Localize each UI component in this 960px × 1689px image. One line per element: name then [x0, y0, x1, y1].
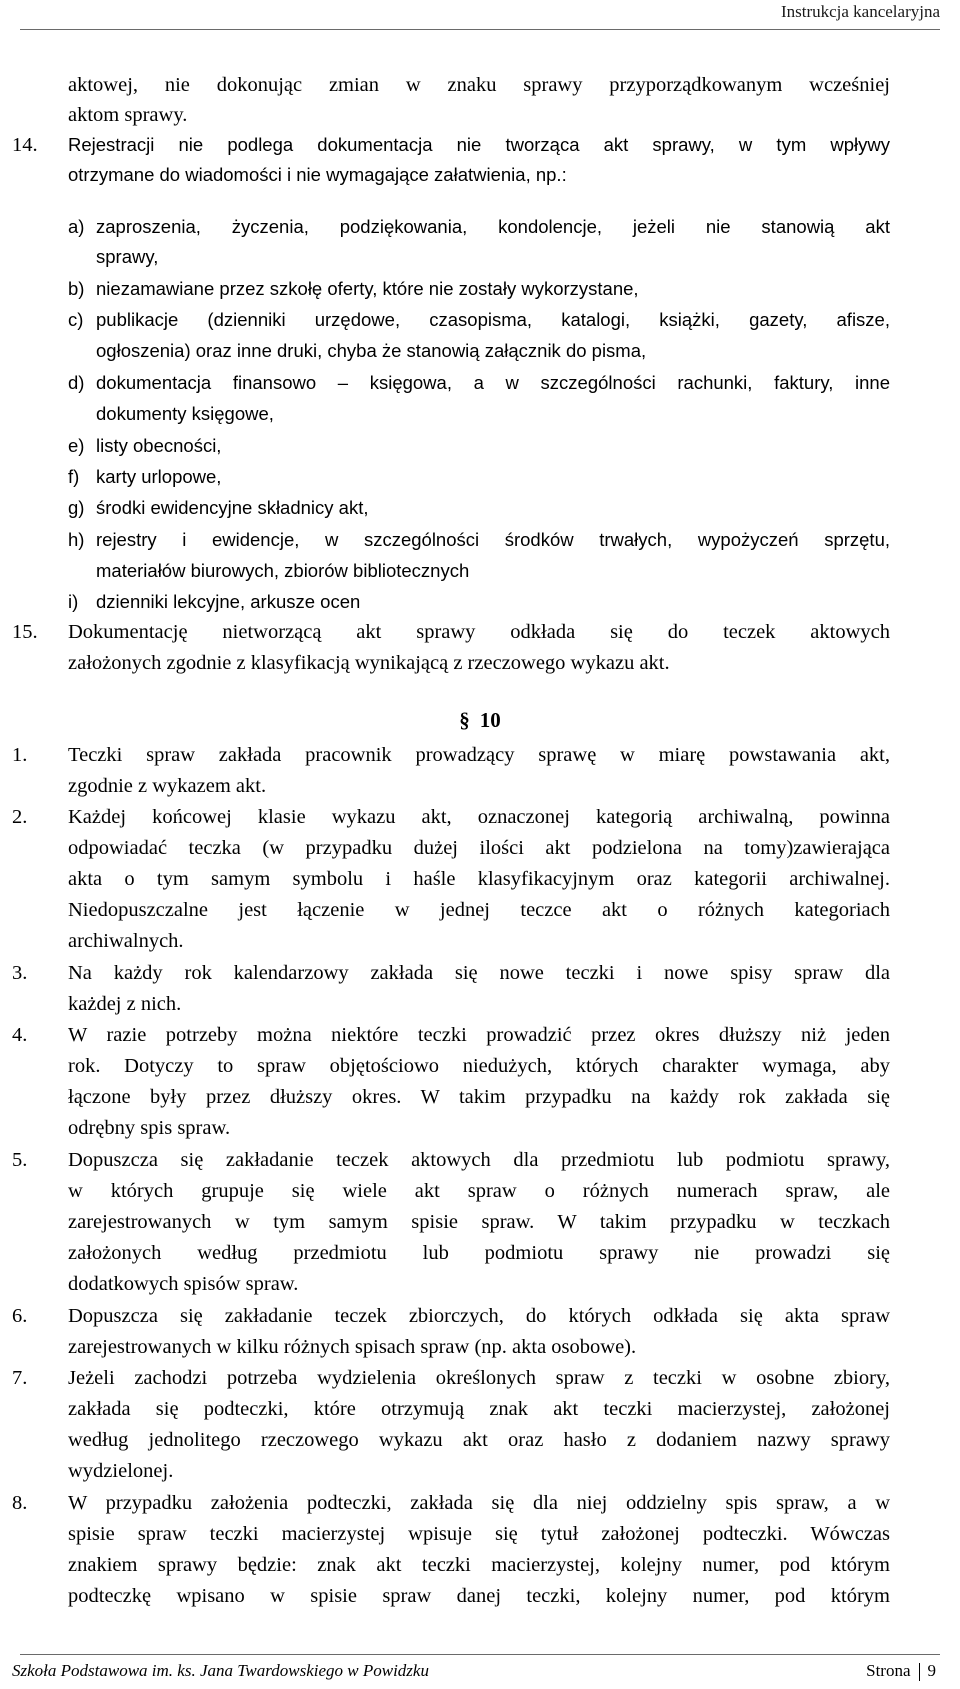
- text-line: materiałów biurowych, zbiorów bibliotecznych: [96, 560, 470, 581]
- item-number: 1.: [12, 744, 28, 766]
- text-line: zaproszenia, życzenia, podziękowania, kondolencje, jeżeli nie stanowią akt: [96, 216, 890, 237]
- header-rule: [20, 29, 940, 30]
- footer-school-name: Szkoła Podstawowa im. ks. Jana Twardowskiego w Powidzku: [12, 1661, 429, 1680]
- text-line: założonych zgodnie z klasyfikacją wynikającą z rzeczowego wykazu akt.: [68, 652, 670, 674]
- sub-label: a): [68, 216, 85, 237]
- footer-rule: [20, 1654, 940, 1655]
- sub-label: h): [68, 529, 85, 550]
- text-line: publikacje (dzienniki urzędowe, czasopisma, katalogi, książki, gazety, afisze,: [96, 309, 890, 330]
- text-line: aktowej, nie dokonując zmian w znaku sprawy przyporządkowanym wcześniej: [68, 74, 890, 96]
- sub-label: d): [68, 372, 85, 393]
- text-line: otrzymane do wiadomości i nie wymagające załatwienia, np.:: [68, 164, 567, 185]
- text-line: Dopuszcza się zakładanie teczek aktowych dla przedmiotu lub podmiotu sprawy,: [68, 1149, 890, 1171]
- text-line: założonych według przedmiotu lub podmiotu sprawy nie prowadzi się: [68, 1242, 890, 1264]
- text-line: dodatkowych spisów spraw.: [68, 1273, 299, 1295]
- text-line: Na każdy rok kalendarzowy zakłada się nowe teczki i nowe spisy spraw dla: [68, 962, 890, 984]
- item-number: 3.: [12, 962, 28, 984]
- text-line: Dopuszcza się zakładanie teczek zbiorczych, do których odkłada się akta spraw: [68, 1305, 890, 1327]
- item-number: 15.: [12, 621, 38, 643]
- sub-label: c): [68, 309, 84, 330]
- item-number: 7.: [12, 1367, 28, 1389]
- item-number: 8.: [12, 1492, 28, 1514]
- text-line: każdej z nich.: [68, 993, 182, 1015]
- text-line: dokumenty księgowe,: [96, 403, 274, 424]
- page-separator: [919, 1663, 920, 1681]
- text-line: odpowiadać teczka (w przypadku dużej ilości akt podzielona na tomy)zawierająca: [68, 837, 890, 859]
- sub-label: g): [68, 497, 85, 518]
- text-line: łączone były przez dłuższy okres. W takim przypadku na każdy rok zakłada się: [68, 1086, 890, 1108]
- text-line: Niedopuszczalne jest łączenie w jednej teczce akt o różnych kategoriach: [68, 899, 890, 921]
- text-line: akta o tym samym symbolu i haśle klasyfikacyjnym oraz kategorii archiwalnej.: [68, 868, 890, 890]
- text-line: sprawy,: [96, 246, 159, 267]
- text-line: dzienniki lekcyjne, arkusze ocen: [96, 591, 361, 612]
- text-line: zarejestrowanych w kilku różnych spisach spraw (np. akta osobowe).: [68, 1336, 637, 1358]
- text-line: zarejestrowanych w tym samym spisie spraw. W takim przypadku w teczkach: [68, 1211, 890, 1233]
- text-line: Teczki spraw zakłada pracownik prowadzący sprawę w miarę powstawania akt,: [68, 744, 890, 766]
- sub-label: e): [68, 435, 85, 456]
- sub-label: i): [68, 591, 79, 612]
- text-line: Rejestracji nie podlega dokumentacja nie tworząca akt sprawy, w tym wpływy: [68, 134, 890, 155]
- text-line: zgodnie z wykazem akt.: [68, 775, 267, 797]
- sub-label: f): [68, 466, 80, 487]
- paragraph-sign: §: [459, 708, 470, 732]
- item-number: 2.: [12, 806, 28, 828]
- page-number: 9: [927, 1661, 936, 1680]
- sub-label: b): [68, 278, 85, 299]
- text-line: znakiem sprawy będzie: znak akt teczki macierzystej, kolejny numer, pod którym: [68, 1554, 890, 1576]
- text-line: karty urlopowe,: [96, 466, 222, 487]
- item-number: 6.: [12, 1305, 28, 1327]
- text-line: dokumentacja finansowo – księgowa, a w szczególności rachunki, faktury, inne: [96, 372, 890, 393]
- text-line: W przypadku założenia podteczki, zakłada się dla niej oddzielny spis spraw, a w: [68, 1492, 890, 1514]
- item-number: 14.: [12, 134, 38, 156]
- text-line: rejestry i ewidencje, w szczególności środków trwałych, wypożyczeń sprzętu,: [96, 529, 890, 550]
- text-line: środki ewidencyjne składnicy akt,: [96, 497, 369, 518]
- document-header: [781, 0, 940, 30]
- page-label: Strona: [866, 1661, 911, 1680]
- text-line: listy obecności,: [96, 435, 222, 456]
- text-line: aktom sprawy.: [68, 104, 188, 126]
- text-line: wydzielonej.: [68, 1460, 174, 1482]
- text-line: w których grupuje się wiele akt spraw o różnych numerach spraw, ale: [68, 1180, 890, 1202]
- text-line: zakłada się podteczki, które otrzymują znak akt teczki macierzystej, założonej: [68, 1398, 890, 1420]
- text-line: W razie potrzeby można niektóre teczki prowadzić przez okres dłuższy niż jeden: [68, 1024, 890, 1046]
- section-heading: [0, 705, 960, 735]
- text-line: spisie spraw teczki macierzystej wpisuje się tytuł założonej podteczki. Wówczas: [68, 1523, 890, 1545]
- text-line: według jednolitego rzeczowego wykazu akt oraz hasło z dodaniem nazwy sprawy: [68, 1429, 890, 1451]
- text-line: Każdej końcowej klasie wykazu akt, oznaczonej kategorią archiwalną, powinna: [68, 806, 890, 828]
- text-line: Jeżeli zachodzi potrzeba wydzielenia określonych spraw z teczki w osobne zbiory,: [68, 1367, 890, 1389]
- header-title: Instrukcja kancelaryjna: [780, 2, 940, 21]
- text-line: ogłoszenia) oraz inne druki, chyba że stanowią załącznik do pisma,: [96, 340, 647, 361]
- text-line: podteczkę wpisano w spisie spraw danej teczki, kolejny numer, pod którym: [68, 1585, 890, 1607]
- text-line: niezamawiane przez szkołę oferty, które nie zostały wykorzystane,: [96, 278, 639, 299]
- text-line: archiwalnych.: [68, 930, 184, 952]
- section-number: 10: [479, 708, 501, 732]
- footer-page-indicator: [866, 1659, 936, 1683]
- text-line: odrębny spis spraw.: [68, 1117, 231, 1139]
- text-line: rok. Dotyczy to spraw objętościowo niedużych, których charakter wymaga, aby: [68, 1055, 890, 1077]
- text-line: Dokumentację nietworzącą akt sprawy odkłada się do teczek aktowych: [68, 621, 890, 643]
- item-number: 5.: [12, 1149, 28, 1171]
- item-number: 4.: [12, 1024, 28, 1046]
